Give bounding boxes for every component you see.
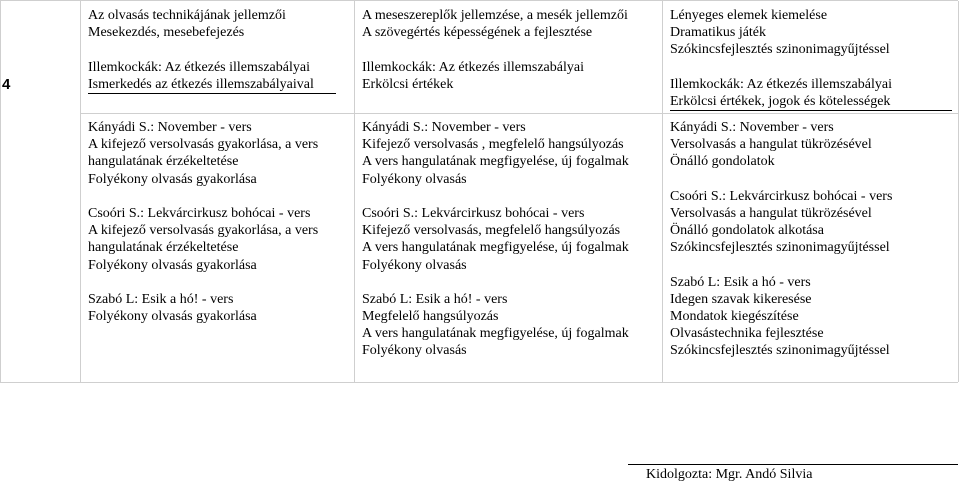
text-line: Csoóri S.: Lekvárcirkusz bohócai - vers: [88, 205, 311, 221]
text-line: Szabó L: Esik a hó! - vers: [362, 291, 508, 307]
text-line: Folyékony olvasás gyakorlása: [88, 171, 257, 187]
text-line: Kifejező versolvasás, megfelelő hangsúlyozás: [362, 223, 621, 239]
top-cell-col3: [670, 7, 892, 110]
text-line: Folyékony olvasás: [362, 171, 467, 187]
text-line: A szövegértés képességének a fejlesztése: [362, 25, 593, 41]
row-number: 4: [2, 76, 11, 93]
text-line: Megfelelő hangsúlyozás: [362, 309, 499, 325]
text-line: Önálló gondolatok alkotása: [670, 223, 824, 239]
blank-line: [362, 274, 629, 291]
blank-line: [670, 59, 892, 76]
footer-rule: [628, 464, 958, 465]
column-divider: [80, 1, 81, 382]
text-line: Folyékony olvasás gyakorlása: [88, 257, 257, 273]
text-line: Illemkockák: Az étkezés illemszabályai: [670, 76, 892, 92]
text-line: hangulatának érzékeltetése: [88, 240, 239, 256]
text-line: Dramatikus játék: [670, 25, 767, 41]
text-line: A kifejező versolvasás gyakorlása, a vers: [88, 223, 319, 239]
text-line: Szabó L: Esik a hó! - vers: [88, 291, 234, 307]
underline-rule: [88, 93, 336, 94]
text-line: Kifejező versolvasás , megfelelő hangsúlyozás: [362, 137, 624, 153]
text-line: Idegen szavak kikeresése: [670, 291, 812, 307]
column-divider: [354, 1, 355, 382]
text-line: Lényeges elemek kiemelése: [670, 8, 828, 23]
text-line: Önálló gondolatok: [670, 154, 775, 170]
column-divider: [662, 1, 663, 382]
text-line: Szókincsfejlesztés szinonimagyűjtéssel: [670, 42, 890, 58]
text-line: Szabó L: Esik a hó - vers: [670, 274, 811, 290]
bottom-cell-col3: [670, 119, 892, 360]
text-line: Kányádi S.: November - vers: [362, 120, 526, 135]
text-line: Kányádi S.: November - vers: [88, 120, 252, 135]
table-border-left: [0, 1, 1, 382]
text-line: Csoóri S.: Lekvárcirkusz bohócai - vers: [670, 188, 893, 204]
text-line: A vers hangulatának megfigyelése, új fogalmak: [362, 240, 629, 256]
blank-line: [362, 41, 628, 58]
text-line: Ismerkedés az étkezés illemszabályaival: [88, 76, 314, 92]
text-line: Csoóri S.: Lekvárcirkusz bohócai - vers: [362, 205, 585, 221]
text-line: Szókincsfejlesztés szinonimagyűjtéssel: [670, 240, 890, 256]
text-line: Kányádi S.: November - vers: [670, 120, 834, 135]
text-line: A meseszereplők jellemzése, a mesék jellemzői: [362, 8, 628, 23]
blank-line: [88, 274, 318, 291]
bottom-cell-col1: [88, 119, 318, 325]
top-cell-col2: [362, 7, 628, 93]
text-line: Folyékony olvasás: [362, 257, 467, 273]
text-line: Folyékony olvasás: [362, 343, 467, 359]
text-line: Olvasástechnika fejlesztése: [670, 326, 824, 342]
blank-line: [88, 41, 314, 58]
text-line: A kifejező versolvasás gyakorlása, a vers: [88, 137, 319, 153]
author-credit: Kidolgozta: Mgr. Andó Silvia: [646, 467, 813, 482]
text-line: Versolvasás a hangulat tükrözésével: [670, 205, 872, 221]
blank-line: [670, 171, 892, 188]
bottom-cell-col2: [362, 119, 629, 360]
text-line: Illemkockák: Az étkezés illemszabályai: [88, 59, 310, 75]
row-divider: [80, 113, 958, 114]
text-line: A vers hangulatának megfigyelése, új fogalmak: [362, 154, 629, 170]
blank-line: [670, 257, 892, 274]
text-line: hangulatának érzékeltetése: [88, 154, 239, 170]
text-line: Mesekezdés, mesebefejezés: [88, 25, 245, 41]
text-line: Versolvasás a hangulat tükrözésével: [670, 137, 872, 153]
text-line: Szókincsfejlesztés szinonimagyűjtéssel: [670, 343, 890, 359]
text-line: Erkölcsi értékek: [362, 76, 454, 92]
text-line: Folyékony olvasás gyakorlása: [88, 309, 257, 325]
text-line: A vers hangulatának megfigyelése, új fogalmak: [362, 326, 629, 342]
blank-line: [362, 188, 629, 205]
blank-line: [88, 188, 318, 205]
text-line: Illemkockák: Az étkezés illemszabályai: [362, 59, 584, 75]
top-cell-col1: [88, 7, 314, 93]
text-line: Erkölcsi értékek, jogok és kötelességek: [670, 93, 891, 109]
table-border-right: [958, 1, 959, 382]
text-line: Mondatok kiegészítése: [670, 309, 799, 325]
text-line: Az olvasás technikájának jellemzői: [88, 8, 286, 23]
underline-rule: [670, 110, 952, 111]
